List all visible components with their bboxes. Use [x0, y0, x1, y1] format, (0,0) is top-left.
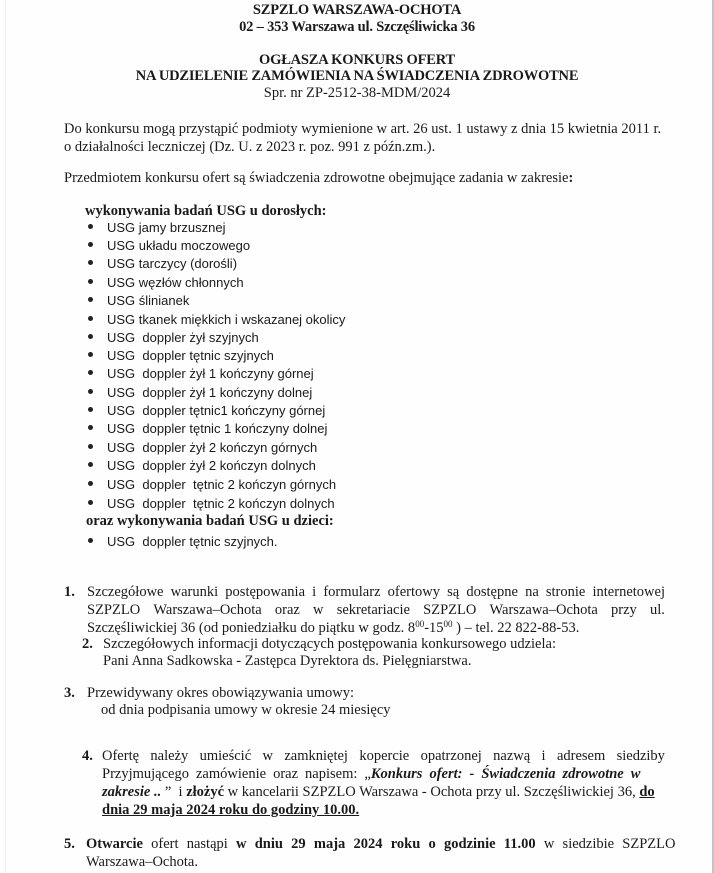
word: zamkniętej: [284, 748, 348, 764]
point-2-line-1: Szczegółowych informacji dotyczących postępowania konkursowego udziela:: [103, 636, 556, 652]
word: SZPZLO: [423, 602, 477, 618]
point-1-line-2: [87, 602, 665, 619]
text: ) – tel. 22 822-88-53.: [452, 620, 580, 636]
point-number: 3.: [64, 685, 75, 701]
organization-address: 02 – 353 Warszawa ul. Szczęśliwicka 36: [239, 19, 475, 35]
children-heading: oraz wykonywania badań USG u dzieci:: [86, 513, 334, 529]
emphasis-text: zakresie ..: [102, 784, 162, 800]
list-item: [88, 220, 225, 235]
superscript: 00: [443, 619, 453, 629]
point-1-number: [64, 584, 75, 601]
word: stronie: [545, 584, 586, 600]
list-item-text: USG doppler tętnic szyjnych.: [107, 534, 278, 549]
word: w: [313, 602, 324, 618]
text: ” i: [161, 784, 187, 800]
list-item-text: USG doppler żył szyjnych: [107, 330, 259, 345]
bullet-icon: [88, 297, 93, 302]
bullet-icon: [88, 481, 93, 486]
word: kopercie: [359, 748, 410, 764]
list-item-text: USG tkanek miękkich i wskazanej okolicy: [107, 312, 346, 327]
word: umieścić: [199, 748, 252, 764]
case-number: Spr. nr ZP-2512-38-MDM/2024: [263, 85, 451, 101]
adults-heading: wykonywania badań USG u dorosłych:: [85, 203, 327, 219]
intro-line-1: Do konkursu mogą przystąpić podmioty wymienione w art. 26 ust. 1 ustawy z dnia 15 kwietnia 2011 r.: [64, 121, 662, 137]
list-item: [88, 534, 278, 549]
word: Warszawa–Ochota: [489, 602, 598, 618]
word: są: [447, 584, 460, 600]
word: ofertowy: [387, 584, 440, 600]
word: należy: [150, 748, 189, 764]
list-item-text: USG doppler żył 2 kończyn górnych: [107, 440, 318, 455]
point-4-line-2: [102, 766, 665, 783]
deadline-text: do: [639, 784, 655, 800]
list-item: [88, 458, 316, 473]
text: Przyjmującego zamówienie oraz napisem: „: [102, 766, 371, 782]
bullet-icon: [88, 352, 93, 357]
bullet-icon: [88, 462, 93, 467]
list-item-text: USG doppler żył 1 kończyny górnej: [107, 366, 314, 381]
point-3: [64, 685, 354, 702]
bullet-icon: [88, 224, 93, 229]
point-5-line-2: Warszawa–Ochota.: [86, 854, 198, 870]
text: w siedzibie SZPZLO: [535, 836, 676, 852]
list-item: [88, 366, 314, 381]
list-item: [88, 440, 317, 455]
bullet-icon: [88, 260, 93, 265]
announcement-subtitle: NA UDZIELENIE ZAMÓWIENIA NA ŚWIADCZENIA ZDROWOTNE: [135, 68, 579, 84]
list-item: [88, 293, 189, 308]
word: postępowania: [225, 584, 306, 600]
superscript: 00: [415, 619, 425, 629]
word: i: [312, 584, 317, 600]
list-item: [88, 312, 345, 327]
announcement-title: OGŁASZA KONKURS OFERT: [259, 52, 455, 68]
word: sekretariacie: [336, 602, 410, 618]
word: Ofertę: [102, 748, 140, 764]
bullet-icon: [88, 370, 93, 375]
list-item-text: USG jamy brzusznej: [107, 220, 226, 235]
bullet-icon: [88, 425, 93, 430]
word: warunki: [170, 584, 219, 600]
word: Szczegółowe: [87, 584, 164, 600]
subject-colon: :: [568, 170, 574, 186]
point-4-line-3: [102, 784, 655, 801]
word: SZPZLO: [87, 602, 141, 618]
point-4-number: [82, 748, 93, 765]
point-2: [82, 636, 556, 653]
bullet-icon: [88, 242, 93, 247]
list-item: [88, 421, 327, 436]
bullet-icon: [88, 316, 93, 321]
list-item: [88, 496, 335, 511]
bold-text: złożyć: [186, 784, 225, 800]
text: Szczęśliwickiej 36 (od poniedziałku do piątku w godz. 8: [87, 620, 416, 636]
list-item-text: USG ślinianek: [107, 293, 190, 308]
list-item-text: USG doppler żył 1 kończyny dolnej: [107, 385, 313, 400]
page-edge-left: [5, 0, 6, 873]
subject-line: [64, 170, 573, 187]
word: siedziby: [616, 748, 665, 764]
bullet-icon: [88, 389, 93, 394]
point-4-line-1: [102, 748, 665, 765]
list-item-text: USG doppler tętnic 2 kończyn górnych: [107, 477, 337, 492]
word: przy: [611, 602, 637, 618]
emphasis-text: Konkurs ofert: - Świadczenia zdrowotne w: [370, 766, 641, 782]
list-item: [88, 403, 325, 418]
bullet-icon: [88, 444, 93, 449]
word: formularz: [323, 584, 381, 600]
bullet-icon: [88, 407, 93, 412]
point-4-deadline: dnia 29 maja 2024 roku do godziny 10.00.: [102, 802, 360, 818]
point-3-line-2: od dnia podpisania umowy w okresie 24 miesięcy: [101, 702, 391, 718]
list-item: [88, 238, 250, 253]
bullet-icon: [88, 538, 93, 543]
list-item: [88, 275, 244, 290]
intro-line-2: o działalności leczniczej (Dz. U. z 2023 r. poz. 991 z późn.zm.).: [64, 139, 436, 155]
word: dostępne: [466, 584, 518, 600]
list-item-text: USG doppler tętnic szyjnych: [107, 348, 274, 363]
point-2-line-2: Pani Anna Sadkowska - Zastępca Dyrektora ds. Pielęgniarstwa.: [103, 653, 472, 669]
subject-text: Przedmiotem konkursu ofert są świadczenia zdrowotne obejmujące zadania w zakresie: [64, 170, 569, 186]
list-item-text: USG węzłów chłonnych: [107, 275, 244, 290]
word: opatrzonej: [420, 748, 482, 764]
text: w kancelarii SZPZLO Warszawa - Ochota przy ul. Szczęśliwickiej 36,: [224, 784, 640, 800]
point-3-line-1: Przewidywany okres obowiązywania umowy:: [87, 685, 354, 701]
list-item-text: USG tarczycy (dorośli): [107, 256, 238, 271]
list-item: [88, 477, 336, 492]
list-item: [88, 348, 274, 363]
point-number: 2.: [82, 636, 93, 652]
point-5: [64, 836, 676, 853]
word: na: [525, 584, 539, 600]
bullet-icon: [88, 500, 93, 505]
word: oraz: [274, 602, 300, 618]
list-item-text: USG doppler żył 2 kończyn dolnych: [107, 458, 316, 473]
point-number: 5.: [64, 836, 75, 852]
bold-text: Otwarcie: [86, 836, 143, 852]
list-item: [88, 330, 259, 345]
word: ul.: [650, 602, 665, 618]
bullet-icon: [88, 334, 93, 339]
list-item-text: USG doppler tętnic 2 kończyn dolnych: [107, 496, 335, 511]
point-1-line-3: [87, 620, 579, 637]
list-item-text: USG układu moczowego: [107, 238, 251, 253]
word: adresem: [556, 748, 606, 764]
word: w: [262, 748, 273, 764]
list-item-text: USG doppler tętnic1 kończyny górnej: [107, 403, 326, 418]
point-number: 4.: [82, 748, 93, 764]
word: i: [541, 748, 546, 764]
word: Warszawa–Ochota: [153, 602, 262, 618]
bullet-icon: [88, 279, 93, 284]
text: -15: [424, 620, 444, 636]
word: nazwą: [493, 748, 531, 764]
list-item: [88, 385, 312, 400]
point-1-line-1: [87, 584, 665, 601]
list-item: [88, 256, 237, 271]
organization-name: SZPZLO WARSZAWA-OCHOTA: [252, 2, 462, 18]
word: internetowej: [592, 584, 665, 600]
text: ofert nastąpi: [142, 836, 237, 852]
opening-date: w dniu 29 maja 2024 roku o godzinie 11.00: [236, 836, 536, 852]
point-number: 1.: [64, 584, 75, 600]
list-item-text: USG doppler tętnic 1 kończyny dolnej: [107, 421, 328, 436]
